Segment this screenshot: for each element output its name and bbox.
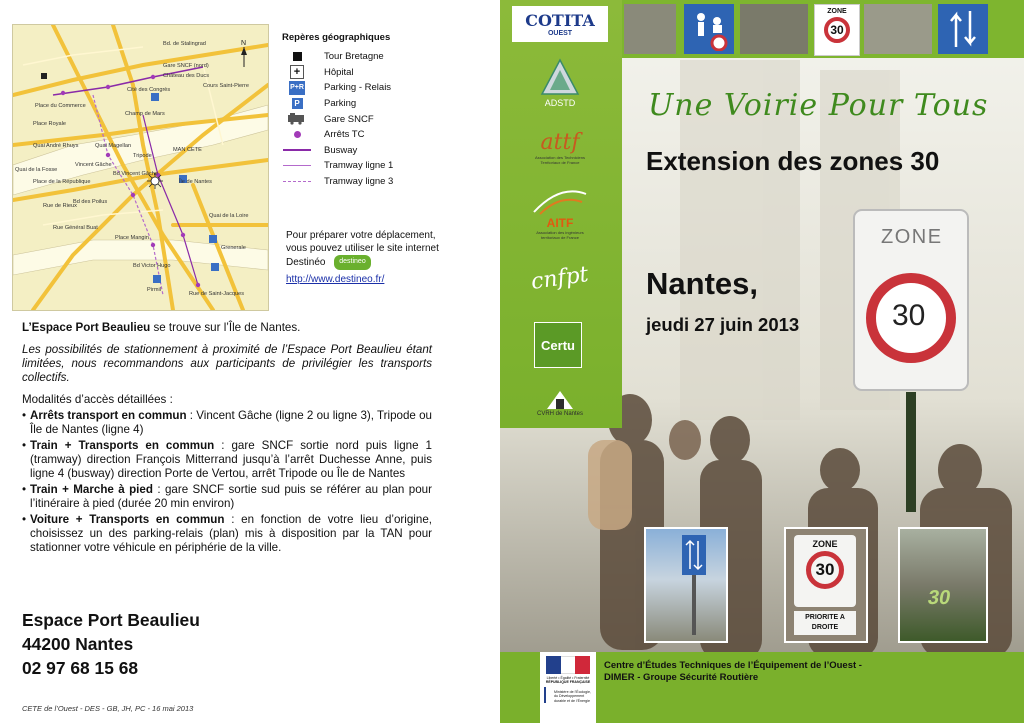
map-label: Quai André Rhuys (33, 143, 79, 149)
thumb-zone-label: ZONE (812, 539, 838, 549)
cnfpt-text: cnfpt (529, 261, 591, 295)
access-item-text: : Vincent Gâche (ligne 2 ou ligne 3), Tripode ou Île de Nantes (ligne 4) (30, 409, 433, 436)
cover-title: Extension des zones 30 (646, 146, 940, 176)
hospital-cross-icon: + (282, 65, 312, 79)
thumb-zone-speed: 30 (806, 551, 844, 589)
busway-line-icon (282, 149, 312, 151)
map-label: Place du Commerce (35, 103, 86, 109)
access-item-text: : en fonction de votre lieu d’origine, choisissez un des parking-relais (plan) mis à disposition par la TAN pour stationner votre véhicule en périphérie de la ville. (30, 513, 432, 554)
svg-text:N: N (241, 40, 247, 47)
attf-subtext: Association des Techniciens Territoriaux de France (535, 154, 585, 165)
map-label: Cours Saint-Pierre (203, 83, 250, 89)
zone30-priority-sign (794, 535, 856, 607)
header-photo-strip (622, 0, 1024, 58)
map-label: Quai de la Loire (209, 213, 249, 219)
cotita-text: COTITA (525, 10, 595, 30)
access-item-title: Train + Transports en commun (30, 439, 215, 452)
shared-space-sign (684, 4, 734, 54)
adstd-logo (510, 54, 610, 112)
access-instructions (22, 321, 432, 557)
zone-sign-speed: 30 (892, 299, 926, 332)
legend-item (282, 96, 442, 112)
park-and-ride-icon: P+R (282, 81, 312, 95)
map-label: Pirmil (147, 287, 161, 293)
modalites-heading: Modalités d’accès détaillées : (22, 393, 173, 406)
legend-item (282, 158, 442, 174)
map-label: Quai Magellan (95, 143, 132, 149)
tram1-line-icon (282, 165, 312, 166)
footer-line: Centre d’Études Techniques de l’Équipement de l’Ouest - (604, 660, 862, 671)
footer-line: DIMER - Groupe Sécurité Routière (604, 672, 759, 683)
script-title: Une Voirie Pour Tous (648, 88, 989, 123)
stop-dot-icon (282, 131, 312, 138)
parking-note: Les possibilités de stationnement à proximité de l’Espace Port Beaulieu étant limitées, nous recommandons aux participants de privilégier les transports collectifs. (22, 343, 432, 384)
attf-logo (510, 122, 610, 172)
map-label: Bd Vincent Gâche (113, 171, 158, 177)
destineo-link[interactable]: http://www.destineo.fr/ (286, 273, 385, 285)
photo-thumbnail (644, 527, 728, 643)
legend-item (282, 65, 442, 81)
map-label: Gare SNCF (nord) (163, 63, 209, 69)
access-item (22, 439, 432, 481)
legend-item (282, 80, 442, 96)
certu-logo (534, 322, 582, 368)
attf-text: attf (540, 129, 580, 155)
map-label: Cité des Congrès (127, 87, 171, 93)
legend-label: Arrêts TC (324, 129, 365, 141)
legend-item (282, 143, 442, 159)
legend-label: Hôpital (324, 66, 354, 78)
aitf-subtext: Association des ingénieurs territoriaux de France (536, 230, 584, 240)
map-legend (282, 32, 442, 189)
map-label: Champ de Mars (125, 111, 165, 117)
road-marking-thumbnail (898, 527, 988, 643)
access-item (22, 483, 432, 511)
intro-paragraph (22, 321, 432, 335)
legend-label: Parking - Relais (324, 82, 392, 94)
cotita-logo (512, 6, 608, 42)
certu-text: Certu (541, 337, 575, 353)
street-photo (624, 4, 676, 54)
phone-number: 02 97 68 15 68 (22, 658, 139, 678)
legend-item (282, 174, 442, 190)
legend-label: Tour Bretagne (324, 51, 384, 63)
priority-sign-thumbnail (784, 527, 868, 643)
tram3-line-icon (282, 181, 312, 182)
cover-date: jeudi 27 juin 2013 (646, 314, 800, 335)
access-map (12, 24, 269, 311)
intro-rest: se trouve sur l’Île de Nantes. (150, 321, 301, 334)
legend-item (282, 49, 442, 65)
destineo-info (286, 230, 446, 286)
access-item-title: Train + Marche à pied (30, 483, 153, 496)
ministry-logo (540, 652, 596, 723)
cover-panel (500, 0, 1024, 723)
destineo-text: Pour préparer votre déplacement, vous pouvez utiliser le site internet Destinéo (286, 230, 439, 269)
legend-label: Tramway ligne 1 (324, 160, 394, 172)
partner-logos (500, 0, 622, 428)
cnfpt-logo (510, 252, 610, 304)
republic-label: RÉPUBLIQUE FRANÇAISE (545, 680, 591, 684)
legend-label: Gare SNCF (324, 113, 374, 125)
road-marking-30: 30 (926, 587, 953, 609)
map-label: Place Mangin (115, 235, 149, 241)
train-icon (282, 113, 312, 125)
venue-name: L’Espace Port Beaulieu (22, 321, 151, 334)
footer-text (604, 660, 862, 684)
small-zone-label: ZONE (827, 8, 847, 15)
tower-square-icon (282, 52, 312, 61)
footer-bar (500, 652, 1024, 723)
access-item-text: : gare SNCF sortie sud puis se référer au plan pour l’itinéraire à pied (durée 20 min environ) (30, 483, 432, 510)
footnote: CETE de l’Ouest - DES - GB, JH, PC - 16 mai 2013 (22, 704, 194, 713)
zone30-small-sign (814, 4, 860, 56)
access-item-title: Voiture + Transports en commun (30, 513, 225, 526)
access-item-title: Arrêts transport en commun (30, 409, 187, 422)
access-item-text: : gare SNCF sortie nord puis ligne 1 (tramway) direction François Mitterrand jusqu’à l’arrêt Duchesse Anne, puis ligne 4 (busway) direction Porte de Vertou, arrêt Tripode ou Île de Nantes (30, 439, 432, 480)
map-label: MAN CETE (173, 147, 202, 153)
street-photo (740, 4, 808, 54)
map-label: Île de Nantes (179, 179, 212, 185)
access-list (22, 409, 432, 555)
legend-title: Repères géographiques (282, 32, 391, 43)
map-label: Tripode (133, 153, 152, 159)
map-label: Bd Victor Hugo (133, 263, 171, 269)
map-label: Vincent Gâche (75, 162, 112, 168)
legend-label: Tramway ligne 3 (324, 176, 394, 188)
address-line: Espace Port Beaulieu (22, 610, 200, 630)
legend-item (282, 127, 442, 143)
map-label: Bd des Poilus (73, 199, 108, 205)
priority-plate: PRIORITE A DROITE (794, 611, 856, 635)
access-item (22, 409, 432, 437)
cvrh-text: CVRH de Nantes (536, 411, 584, 417)
small-zone-speed: 30 (824, 17, 850, 43)
legend-label: Parking (324, 98, 357, 110)
cover-city: Nantes, (646, 266, 758, 301)
republic-motto: Liberté • Égalité • Fraternité (546, 676, 590, 680)
aitf-text: AITF (546, 216, 574, 230)
map-label: Rue de Saint-Jacques (189, 291, 245, 297)
map-label: Château des Ducs (163, 73, 210, 79)
access-item (22, 513, 432, 555)
map-label: Place Royale (33, 121, 66, 127)
map-label: Rue de Rieux (43, 203, 77, 209)
venue-address (22, 608, 200, 680)
address-line: 44200 Nantes (22, 634, 134, 654)
cvrh-logo (510, 380, 610, 424)
tram-photo (864, 4, 932, 54)
two-way-sign (938, 4, 988, 54)
map-label: Bd. de Stalingrad (163, 41, 206, 47)
zone-sign-label: ZONE (881, 226, 943, 248)
cotita-subtext: OUEST (547, 29, 573, 37)
legend-item (282, 111, 442, 127)
map-label: Quai de la Fosse (15, 167, 58, 173)
adstd-text: ADSTD (544, 98, 576, 108)
parking-icon: P (282, 98, 312, 109)
map-label: Rue Général Buat (53, 225, 98, 231)
map-label: Place de la République (33, 179, 91, 185)
ministry-label: Ministère de l’Écologie, du Développement durable et de l’Énergie (544, 687, 596, 703)
map-label: Grenerale (221, 245, 246, 251)
destineo-logo: destineo (334, 255, 370, 270)
aitf-logo (510, 180, 610, 244)
legend-label: Busway (324, 144, 358, 156)
french-flag-icon (546, 656, 590, 674)
